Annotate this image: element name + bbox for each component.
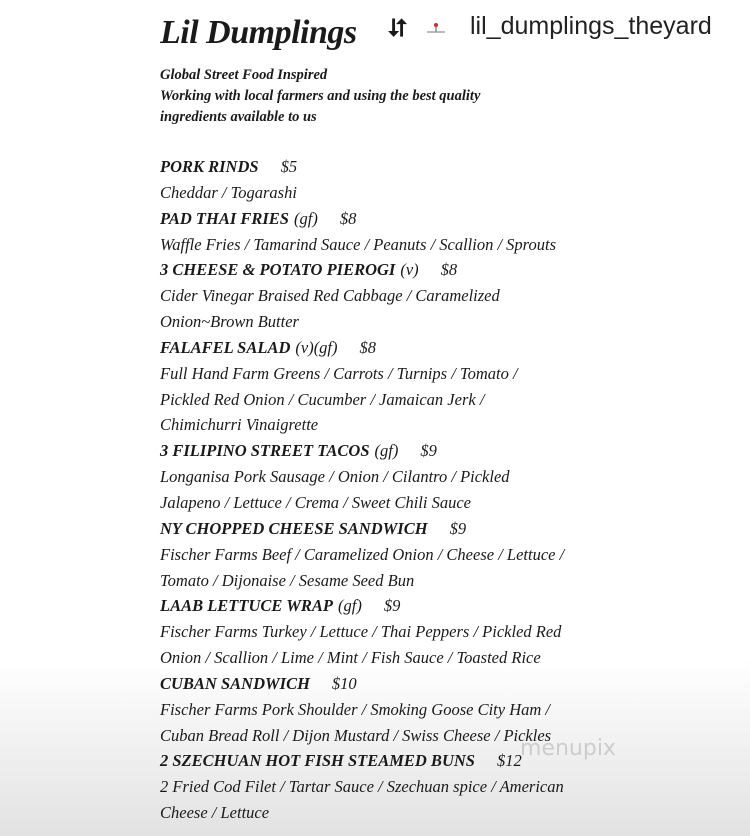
menu-item-header [160, 206, 564, 232]
menu-item-name: 3 FILIPINO STREET TACOS [160, 441, 370, 461]
menu-item-price: $9 [449, 518, 467, 538]
menu-item-tags: (v)(gf) [295, 337, 338, 357]
menu-item-tags: (gf) [374, 441, 399, 461]
menu-item-header [160, 516, 564, 542]
menu-item-header [160, 438, 564, 464]
menu-item-name: CUBAN SANDWICH [160, 673, 310, 693]
restaurant-title: Lil Dumplings [160, 14, 357, 51]
menu-item-name: 2 SZECHUAN HOT FISH STEAMED BUNS [160, 751, 475, 771]
menu-item-description: Cheddar / Togarashi [160, 182, 297, 202]
menu-item-description: Fischer Farms Pork Shoulder / Smoking Goose City Ham / [160, 699, 550, 719]
menu-item-tags: (gf) [293, 208, 318, 228]
menu-item-header [160, 154, 564, 180]
menu-item-description: Waffle Fries / Tamarind Sauce / Peanuts / Scallion / Sprouts [160, 234, 556, 254]
menu-item-price: $5 [280, 157, 298, 176]
menu-item-price: $10 [331, 673, 357, 693]
menu-item-description: Onion / Scallion / Lime / Mint / Fish Sauce / Toasted Rice [160, 648, 541, 668]
menu-item-description: Chimichurri Vinaigrette [160, 415, 319, 435]
menu-item-description: Cheese / Lettuce [160, 803, 270, 823]
tagline [160, 65, 480, 128]
menu-item-header [160, 593, 564, 619]
menu-item-name: LAAB LETTUCE WRAP [160, 596, 333, 616]
menu-list [160, 154, 564, 826]
menu-item-name: NY CHOPPED CHEESE SANDWICH [160, 518, 428, 538]
menu-item-description: Longanisa Pork Sausage / Onion / Cilantro / Pickled [160, 467, 510, 487]
menu-item-name: PORK RINDS [160, 157, 259, 176]
tagline-line: Working with local farmers and using the best quality [160, 88, 481, 104]
menu-item-description: Fischer Farms Beef / Caramelized Onion / Cheese / Lettuce / [160, 544, 565, 564]
menu-item-tags: (v) [400, 260, 419, 280]
menu-item-header [160, 335, 564, 361]
menu-item-description: Pickled Red Onion / Cucumber / Jamaican Jerk / [160, 389, 485, 409]
menu-item-price: $8 [359, 337, 377, 357]
tagline-line: ingredients available to us [160, 109, 317, 125]
menu-item-name: 3 CHEESE & POTATO PIEROGI [160, 260, 396, 280]
menu-item-name: PAD THAI FRIES [160, 208, 289, 228]
menu-item-description: Cuban Bread Roll / Dijon Mustard / Swiss Cheese / Pickles [160, 725, 552, 745]
menu-item-description: Fischer Farms Turkey / Lettuce / Thai Peppers / Pickled Red [160, 622, 562, 642]
menu-item-description: Cider Vinegar Braised Red Cabbage / Caramelized [160, 286, 500, 306]
account-handle[interactable]: lil_dumplings_theyard [470, 12, 712, 40]
menu-item-price: $9 [420, 441, 437, 461]
menu-item-description: Onion~Brown Butter [160, 312, 299, 332]
menu-item-header [160, 257, 564, 283]
tagline-line: Global Street Food Inspired [160, 67, 328, 83]
menu-item-description: Tomato / Dijonaise / Sesame Seed Bun [160, 570, 415, 590]
menu-item-description: Full Hand Farm Greens / Carrots / Turnips / Tomato / [160, 363, 518, 383]
menu-item-price: $9 [383, 596, 401, 616]
menu-item-header [160, 748, 564, 774]
menu-item-tags: (gf) [337, 596, 362, 616]
menu-item-price: $8 [440, 260, 458, 280]
menu-item-price: $12 [496, 751, 522, 771]
repost-icon: ⮃ [388, 14, 408, 42]
menu-item-price: $8 [339, 208, 357, 228]
menu-item-description: Jalapeno / Lettuce / Crema / Sweet Chili Sauce [160, 492, 471, 512]
menu-item-header [160, 671, 564, 697]
watermark: menupix [520, 736, 616, 761]
menu-item-description: 2 Fried Cod Filet / Tartar Sauce / Szechuan spice / American [160, 777, 564, 797]
account-logo-icon [425, 20, 447, 36]
menu-item-name: FALAFEL SALAD [160, 337, 291, 357]
